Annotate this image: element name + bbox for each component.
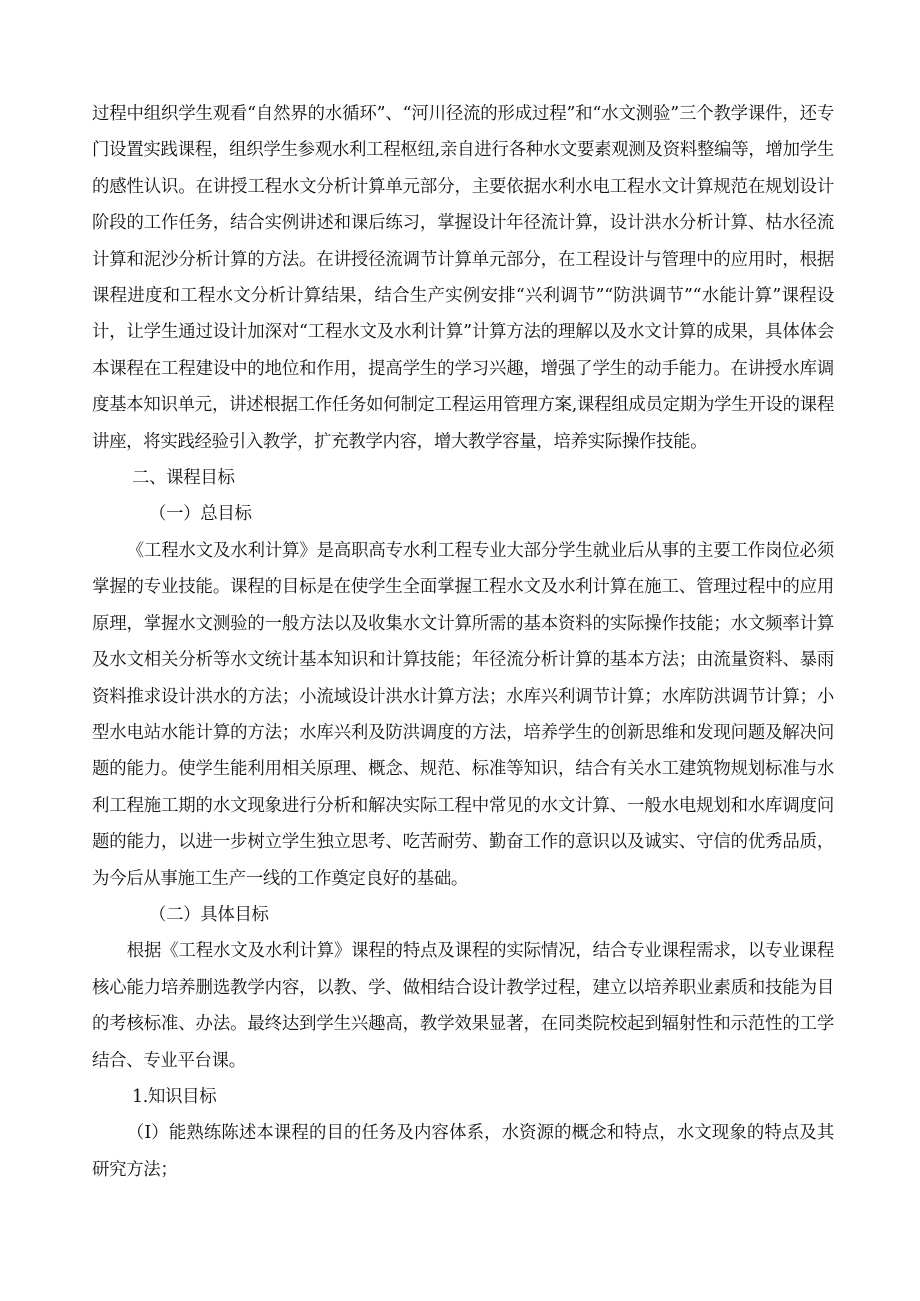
body-paragraph-overall-goal: 《工程水文及水利计算》是高职高专水利工程专业大部分学生就业后从事的主要工作岗位必须掌握的专业技能。课程的目标是在使学生全面掌握工程水文及水利计算在施工、管理过程中的应用原理，掌握水文测验的一般方法以及收集水文计算所需的基本资料的实际操作技能；水文频率计算及水文相关分析等水文统计基本知识和计算技能；年径流分析计算的基本方法；由流量资料、暴雨资料推求设计洪水的方法；小流域设计洪水计算方法；水库兴利调节计算；水库防洪调节计算；小型水电站水能计算的方法；水库兴利及防洪调度的方法，培养学生的创新思维和发现问题及解决问题的能力。使学生能利用相关原理、概念、规范、标准等知识，结合有关水工建筑物规划标准与水利工程施工期的水文现象进行分析和解决实际工程中常见的水文计算、一般水电规划和水库调度问题的能力，以进一步树立学生独立思考、吃苦耐劳、勤奋工作的意识以及诚实、守信的优秀品质，为今后从事施工生产一线的工作奠定良好的基础。 (92, 540, 834, 889)
subsection-heading-overall-goal: （一）总目标 (149, 504, 252, 525)
document-body (92, 96, 834, 1188)
subsection-heading-specific-goals: （二）具体目标 (149, 904, 269, 925)
body-paragraph-specific-goals: 根据《工程水文及水利计算》课程的特点及课程的实际情况，结合专业课程需求，以专业课程核心能力培养删选教学内容，以教、学、做相结合设计教学过程，建立以培养职业素质和技能为目的考核标准、办法。最终达到学生兴趣高，教学效果显著，在同类院校起到辐射性和示范性的工学结合、专业平台课。 (92, 941, 834, 1071)
body-paragraph-practice: 过程中组织学生观看“自然界的水循环”、“河川径流的形成过程”和“水文测验”三个教学课件，还专门设置实践课程，组织学生参观水利工程枢纽,亲自进行各种水文要素观测及资料整编等，增加学生的感性认识。在讲授工程水文分析计算单元部分，主要依据水利水电工程水文计算规范在规划设计阶段的工作任务，结合实例讲述和课后练习，掌握设计年径流计算，设计洪水分析计算、枯水径流计算和泥沙分析计算的方法。在讲授径流调节计算单元部分，在工程设计与管理中的应用时，根据课程进度和工程水文分析计算结果，结合生产实例安排“兴利调节”“防洪调节”“水能计算”课程设计，让学生通过设计加深对“工程水文及水利计算”计算方法的理解以及水文计算的成果，具体体会本课程在工程建设中的地位和作用，提高学生的学习兴趣，增强了学生的动手能力。在讲授水库调度基本知识单元，讲述根据工作任务如何制定工程运用管理方案,课程组成员定期为学生开设的课程讲座，将实践经验引入教学，扩充教学内容，增大教学容量，培养实际操作技能。 (92, 104, 834, 452)
section-heading-course-goals: 二、课程目标 (132, 468, 235, 489)
body-paragraph-knowledge-item-1: （I）能熟练陈述本课程的目的任务及内容体系，水资源的概念和特点，水文现象的特点及其研究方法； (92, 1123, 834, 1180)
item-heading-knowledge-goals: 1.知识目标 (132, 1086, 217, 1107)
